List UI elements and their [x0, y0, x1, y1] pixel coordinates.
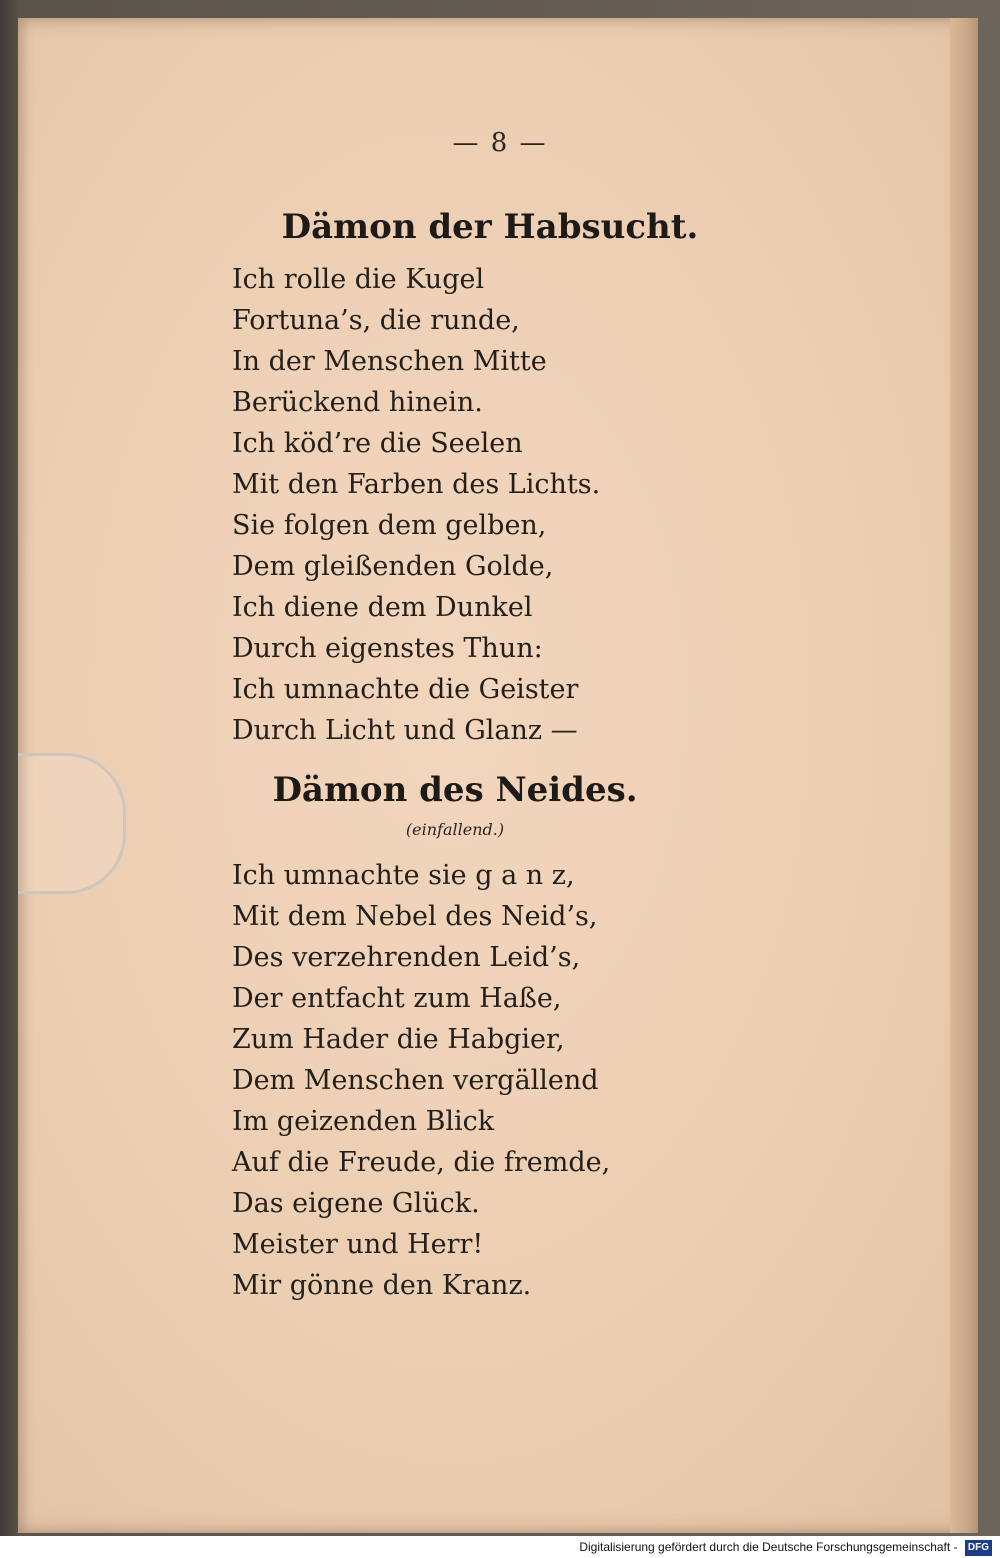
- heading-daemon-des-neides: Dämon des Neides.: [272, 770, 638, 810]
- verse-line: Meister und Herr!: [232, 1229, 484, 1260]
- digitization-footer: [0, 1536, 1000, 1558]
- verse-line: Fortuna’s, die runde,: [232, 305, 520, 336]
- verse-line: In der Menschen Mitte: [232, 346, 547, 377]
- verse-line: Dem gleißenden Golde,: [232, 551, 554, 582]
- verse-line: Ich umnachte die Geister: [232, 674, 579, 705]
- verse-line: Ich köd’re die Seelen: [232, 428, 523, 459]
- verse-line: Mit dem Nebel des Neid’s,: [232, 901, 598, 932]
- verse-line: Sie folgen dem gelben,: [232, 510, 547, 541]
- verse-line: Durch eigenstes Thun:: [232, 633, 543, 664]
- page-number: — 8 —: [452, 128, 548, 158]
- page-edge: [950, 18, 978, 1533]
- verse-line: Im geizenden Blick: [232, 1106, 495, 1137]
- verse-line: Das eigene Glück.: [232, 1188, 480, 1219]
- verse-line: Mit den Farben des Lichts.: [232, 469, 601, 500]
- verse-line: Dem Menschen vergällend: [232, 1065, 599, 1096]
- verse-line: Mir gönne den Kranz.: [232, 1270, 532, 1301]
- verse-line: Zum Hader die Habgier,: [232, 1024, 565, 1055]
- verse-line: Berückend hinein.: [232, 387, 483, 418]
- verse-line: Durch Licht und Glanz —: [232, 715, 578, 746]
- verse-line: Ich umnachte sie g a n z,: [232, 860, 575, 891]
- footer-text: Digitalisierung gefördert durch die Deutsche Forschungsgemeinschaft -: [579, 1540, 958, 1554]
- dfg-logo: DFG: [965, 1540, 992, 1556]
- verse-line: Ich rolle die Kugel: [232, 264, 485, 295]
- verse-line: Ich diene dem Dunkel: [232, 592, 533, 623]
- verse-neides: [232, 855, 610, 1306]
- heading-daemon-der-habsucht: Dämon der Habsucht.: [281, 207, 699, 247]
- verse-line: Des verzehrenden Leid’s,: [232, 942, 581, 973]
- verse-line: Auf die Freude, die fremde,: [232, 1147, 611, 1178]
- stage-direction: (einfallend.): [405, 820, 505, 839]
- verse-habsucht: [232, 259, 600, 751]
- verse-line: Der entfacht zum Haße,: [232, 983, 562, 1014]
- paper-clip: [18, 753, 126, 894]
